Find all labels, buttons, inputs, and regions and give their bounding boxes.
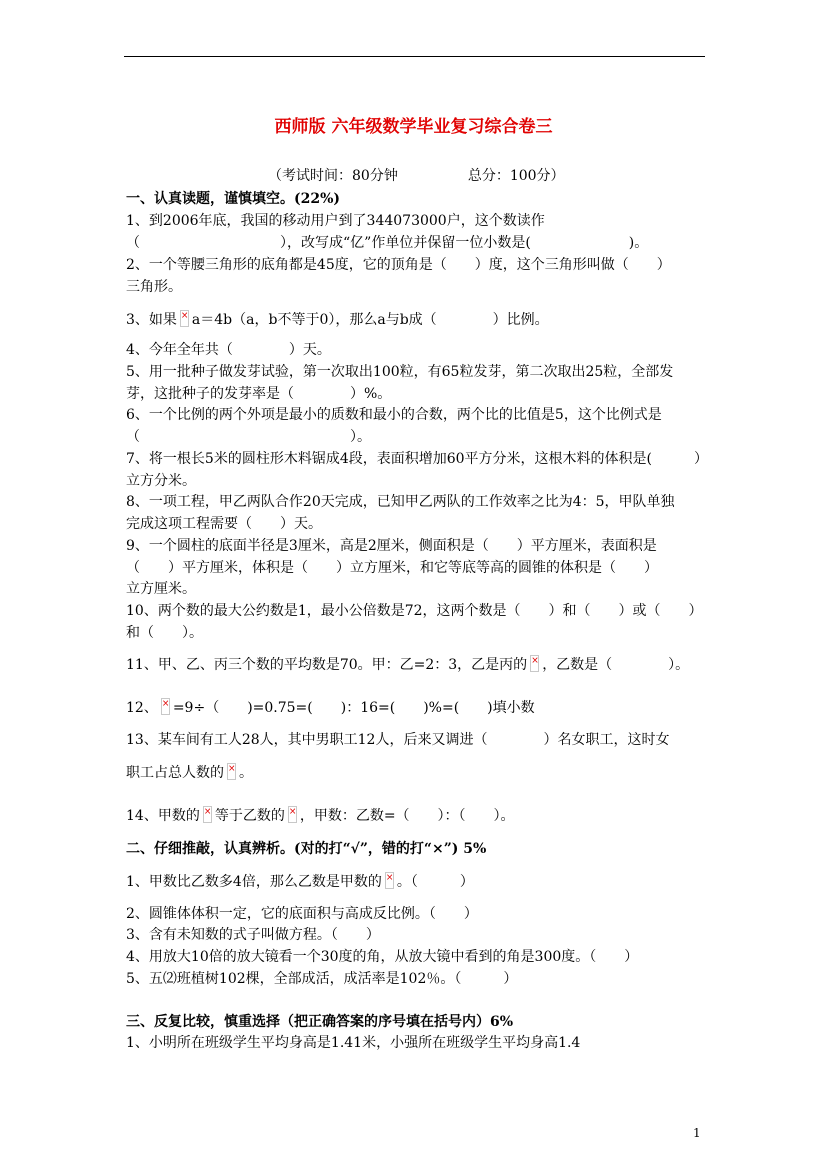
broken-image-icon [161,698,170,715]
q11-text-a: 11、甲、乙、丙三个数的平均数是70。甲：乙=2：3，乙是丙的 [126,657,528,673]
page-number: 1 [693,1126,701,1140]
broken-image-icon [530,655,539,672]
q10-line2: 和（ ）。 [126,625,203,641]
q13-line2 [126,763,253,782]
broken-image-icon [227,763,236,780]
q6-line2: （ ）。 [126,429,371,445]
q11-text-b: ，乙数是（ ）。 [542,657,690,673]
q5-line1: 5、用一批种子做发芽试验，第一次取出100粒，有65粒发芽，第二次取出25粒，全部发 [126,364,674,380]
q13-line1: 13、某车间有工人28人，其中男职工12人，后来又调进（ ）名女职工，这时女 [126,732,670,748]
q13-text-b: 。 [239,765,253,781]
header-rule [124,56,705,57]
section1-heading: 一、认真读题，谨慎填空。(22%) [126,191,341,207]
section2-heading: 二、仔细推敲，认真辨析。(对的打“√”，错的打“×”) 5% [126,841,487,857]
q3-text-a: 3、如果 [126,312,177,328]
q10-line1: 10、两个数的最大公约数是1，最小公倍数是72，这两个数是（ ）和（ ）或（ ） [126,603,703,619]
q3-line [126,310,549,329]
s2-q2-line: 2、圆锥体体积一定，它的底面积与高成反比例。（ ） [126,906,478,922]
broken-image-icon [288,806,297,823]
q5-line2: 芽，这批种子的发芽率是（ ）%。 [126,386,392,402]
s2-q1-line [126,872,474,891]
q2-line2: 三角形。 [126,279,182,295]
q12-text-b: =9÷（ )=0.75=( )：16=( )%=( )填小数 [172,700,535,716]
s3-q1-line1: 1、小明所在班级学生平均身高是1.41米，小强所在班级学生平均身高1.4 [126,1035,581,1051]
q6-line1: 6、一个比例的两个外项是最小的质数和最小的合数，两个比的比值是5，这个比例式是 [126,407,662,423]
q4-line: 4、今年全年共（ ）天。 [126,342,331,358]
section3-heading: 三、反复比较，慎重选择（把正确答案的序号填在括号内）6% [126,1014,514,1030]
s2-q5-line: 5、五⑵班植树102棵，全部成活，成活率是102％。（ ） [126,971,518,987]
broken-image-icon [385,872,394,889]
q12-text-a: 12、 [126,700,158,716]
q9-line3: 立方厘米。 [126,581,196,597]
q9-line2: （ ）平方厘米，体积是（ ）立方厘米，和它等底等高的圆锥的体积是（ ） [126,560,658,576]
broken-image-icon [180,310,189,327]
s2-q3-line: 3、含有未知数的式子叫做方程。（ ） [126,927,380,943]
q1-line1: 1、到2006年底，我国的移动用户到了344073000户，这个数读作 [126,213,545,229]
s2-q1-text-a: 1、甲数比乙数多4倍，那么乙数是甲数的 [126,874,382,890]
s2-q4-line: 4、用放大10倍的放大镜看一个30度的角，从放大镜中看到的角是300度。（ ） [126,949,639,965]
q11-line [126,655,689,674]
exam-info: （考试时间：80分钟 总分：100分） [268,168,565,184]
q7-line2: 立方分米。 [126,473,196,489]
s2-q1-text-b: 。（ ） [396,874,474,890]
q13-text-a: 职工占总人数的 [126,765,224,781]
q1-line2: （ ），改写成“亿”作单位并保留一位小数是( )。 [126,235,649,251]
q14-text-c: ，甲数：乙数=（ ）：（ ）。 [299,808,515,824]
page-title: 西师版 六年级数学毕业复习综合卷三 [274,117,553,137]
q14-text-b: 等于乙数的 [214,808,285,824]
q14-line [126,806,515,825]
broken-image-icon [203,806,212,823]
q8-line2: 完成这项工程需要（ ）天。 [126,516,322,532]
q2-line1: 2、一个等腰三角形的底角都是45度，它的顶角是（ ）度，这个三角形叫做（ ） [126,257,671,273]
q8-line1: 8、一项工程，甲乙两队合作20天完成，已知甲乙两队的工作效率之比为4：5，甲队单独 [126,494,675,510]
q14-text-a: 14、甲数的 [126,808,200,824]
q7-line1: 7、将一根长5米的圆柱形木料锯成4段，表面积增加60平方分米，这根木料的体积是( ） [126,451,708,467]
q12-line [126,698,535,717]
q9-line1: 9、一个圆柱的底面半径是3厘米，高是2厘米，侧面积是（ ）平方厘米，表面积是 [126,538,657,554]
q3-text-b: a＝4b（a，b不等于0），那么a与b成（ ）比例。 [191,312,549,328]
